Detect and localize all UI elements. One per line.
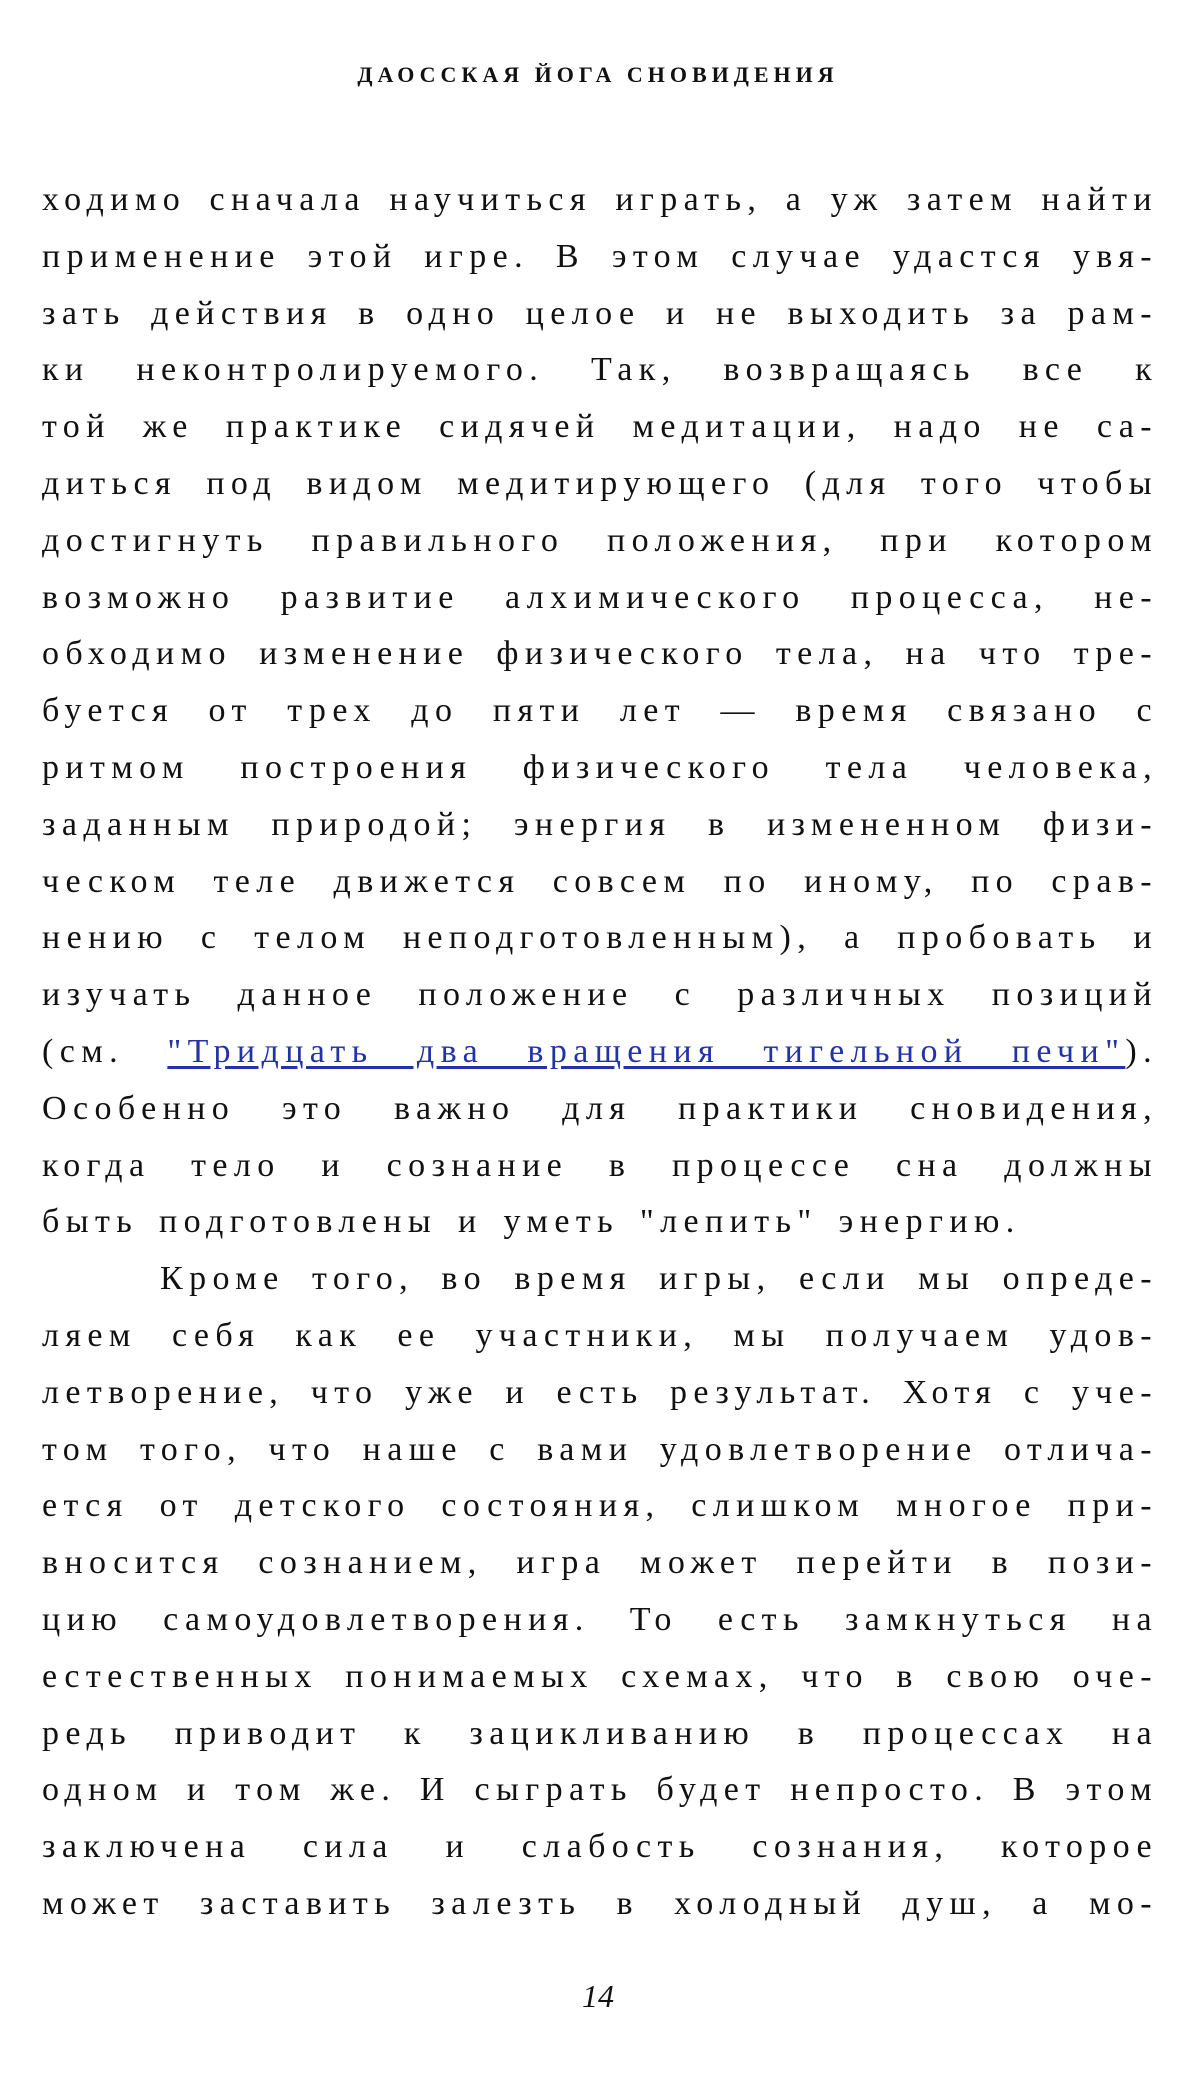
text-line: той же практике сидячей медитации, надо не са- bbox=[42, 408, 1158, 446]
text-line: когда тело и сознание в процессе сна должны bbox=[42, 1146, 1158, 1184]
text-line: возможно развитие алхимического процесса, не- bbox=[42, 578, 1158, 616]
text-line: ческом теле движется совсем по иному, по срав- bbox=[42, 862, 1158, 900]
text-line: заключена сила и слабость сознания, которое bbox=[42, 1828, 1158, 1866]
text-line: Особенно это важно для практики сновидения, bbox=[42, 1089, 1158, 1127]
running-header: ДАОССКАЯ ЙОГА СНОВИДЕНИЯ bbox=[357, 62, 839, 87]
text-line: быть подготовлены и уметь "лепить" энергию. bbox=[42, 1203, 1021, 1241]
text-line: том того, что наше с вами удовлетворение отлича- bbox=[42, 1430, 1158, 1468]
text-line: достигнуть правильного положения, при котором bbox=[42, 521, 1158, 559]
text-line: вносится сознанием, игра может перейти в пози- bbox=[42, 1544, 1158, 1582]
text-line: нению с телом неподготовленным), а пробовать и bbox=[42, 919, 1158, 957]
text-line: ки неконтролируемого. Так, возвращаясь все к bbox=[42, 351, 1158, 389]
text-line: цию самоудовлетворения. То есть замкнуться на bbox=[42, 1600, 1158, 1638]
text-line: диться под видом медитирующего (для того чтобы bbox=[42, 464, 1158, 502]
text-line: ходимо сначала научиться играть, а уж затем найти bbox=[42, 181, 1158, 218]
paragraph-first-line: Кроме того, во время игры, если мы опреде- bbox=[160, 1260, 1158, 1298]
text-line: буется от трех до пяти лет — время связано с bbox=[42, 692, 1158, 730]
text-line: летворение, что уже и есть результат. Хотя с уче- bbox=[42, 1373, 1158, 1411]
text-line: ется от детского состояния, слишком многое при- bbox=[42, 1487, 1158, 1525]
text-line: обходимо изменение физического тела, на что тре- bbox=[42, 635, 1158, 673]
text-line: применение этой игре. В этом случае удастся увя- bbox=[42, 237, 1158, 275]
text-line: может заставить залезть в холодный душ, а мо- bbox=[42, 1884, 1158, 1922]
text-line: естественных понимаемых схемах, что в свою оче- bbox=[42, 1657, 1158, 1695]
text-line: изучать данное положение с различных позиций bbox=[42, 976, 1158, 1014]
text-fragment: (см. bbox=[42, 1032, 168, 1070]
text-line: одном и том же. И сыграть будет непросто. В этом bbox=[42, 1771, 1158, 1809]
text-line-with-link bbox=[42, 1024, 1158, 1081]
body-text bbox=[42, 172, 1158, 1933]
text-line: редь приводит к зацикливанию в процессах на bbox=[42, 1714, 1158, 1752]
text-line: зать действия в одно целое и не выходить за рам- bbox=[42, 294, 1158, 332]
text-line: ляем себя как ее участники, мы получаем удов- bbox=[42, 1316, 1158, 1354]
page-number: 14 bbox=[582, 1978, 614, 2014]
text-fragment: ). bbox=[1125, 1032, 1158, 1070]
cross-reference-link[interactable]: "Тридцать два вращения тигельной печи" bbox=[167, 1032, 1126, 1070]
text-line: ритмом построения физического тела человека, bbox=[42, 748, 1158, 786]
text-line: заданным природой; энергия в измененном физи- bbox=[42, 805, 1158, 843]
